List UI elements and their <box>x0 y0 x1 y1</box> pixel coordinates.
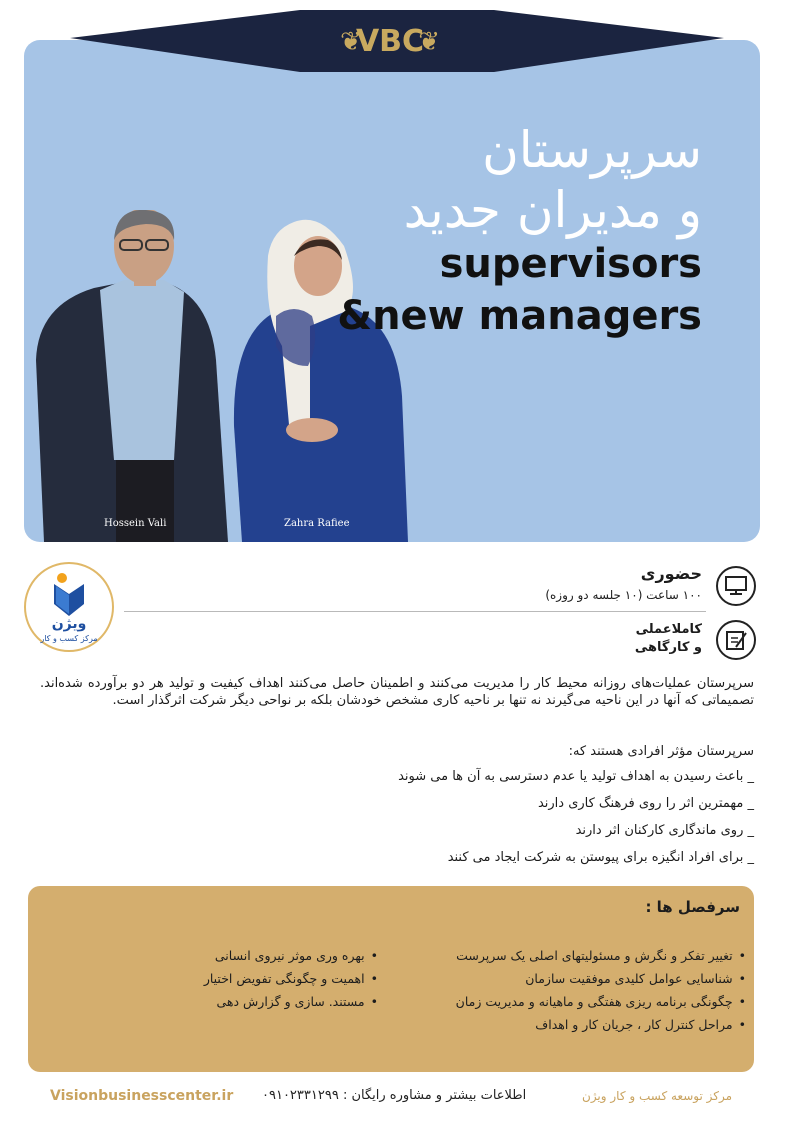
format-title-line: کاملاعملی <box>635 622 702 637</box>
syllabus-right-column <box>426 944 746 1036</box>
instructor-photo-hossein <box>24 210 244 542</box>
syllabus-item: • بهره وری موثر نیروی انسانی <box>118 944 378 967</box>
format-title: حضوری <box>640 564 702 583</box>
syllabus-item: • مستند. سازی و گزارش دهی <box>118 990 378 1013</box>
logo-name: ویژن <box>51 616 87 632</box>
workshop-icon <box>724 629 748 651</box>
title-en-line: &new managers <box>337 293 702 339</box>
effective-point: _ مهمترین اثر را روی فرهنگ کاری دارند <box>537 796 754 811</box>
syllabus-box <box>28 886 754 1072</box>
title-fa-line: سرپرستان <box>482 121 702 179</box>
format-title-line: و کارگاهی <box>634 640 702 655</box>
syllabus-item: • چگونگی برنامه ریزی هفتگی و ماهیانه و مدیریت زمان <box>426 990 746 1013</box>
syllabus-title: سرفصل ها : <box>645 898 740 916</box>
contact-info: اطلاعات بیشتر و مشاوره رایگان : ۰۹۱۰۲۳۳۱۲۹۹ <box>262 1088 527 1103</box>
instructor-name: Zahra Rafiee <box>284 518 350 529</box>
title-fa <box>282 120 702 240</box>
effective-point: _ برای افراد انگیزه برای پیوستن به شرکت ایجاد می کنند <box>447 850 754 865</box>
hero-panel <box>24 40 760 542</box>
effective-point: _ روی ماندگاری کارکنان اثر دارند <box>575 823 754 838</box>
title-fa-line: و مدیران جدید <box>403 181 702 239</box>
divider <box>124 611 706 612</box>
laurel-right-icon: ❦ <box>418 27 440 57</box>
presentation-board-icon <box>724 575 748 597</box>
vbc-logo <box>340 18 440 66</box>
title-en-line: supervisors <box>439 241 702 287</box>
title-en <box>262 238 702 342</box>
syllabus-item: • اهمیت و چگونگی تفویض اختیار <box>118 967 378 990</box>
vision-logo <box>24 562 114 652</box>
description-paragraph: سرپرستان عملیات‌های روزانه محیط کار را مدیریت می‌کنند و اطمینان حاصل می‌کنند اهداف کیفیت و تولید هر دو برآورده شده‌اند. تصمیماتی که آنها در این ناحیه می‌گیرند نه تنها بر ناحیه کاری مشخص خودشان بلکه بر نواحی دیگر شرکت اثرگذار است. <box>40 676 754 708</box>
effective-point: _ باعث رسیدن به اهداف تولید یا عدم دسترسی به آن ها می شوند <box>398 769 754 784</box>
syllabus-item: • مراحل کنترل کار ، جریان کار و اهداف <box>426 1013 746 1036</box>
notebook-pen-icon <box>716 620 756 660</box>
syllabus-item: • شناسایی عوامل کلیدی موفقیت سازمان <box>426 967 746 990</box>
logo-text: VBC <box>355 24 425 59</box>
syllabus-left-column <box>118 944 378 1013</box>
laurel-left-icon: ❦ <box>340 27 362 57</box>
website-link[interactable]: Visionbusinesscenter.ir <box>50 1088 234 1104</box>
footer-brand: مرکز توسعه کسب و کار ویژن <box>582 1089 732 1103</box>
format-detail: ۱۰۰ ساعت (۱۰ جلسه دو روزه) <box>545 588 702 602</box>
instructor-name: Hossein Vali <box>104 518 167 529</box>
syllabus-item: • تغییر تفکر و نگرش و مسئولیتهای اصلی یک سرپرست <box>426 944 746 967</box>
presentation-icon <box>716 566 756 606</box>
effective-intro: سرپرستان مؤثر افرادی هستند که: <box>568 744 754 759</box>
logo-subtitle: مرکز کسب و کار <box>40 634 98 643</box>
